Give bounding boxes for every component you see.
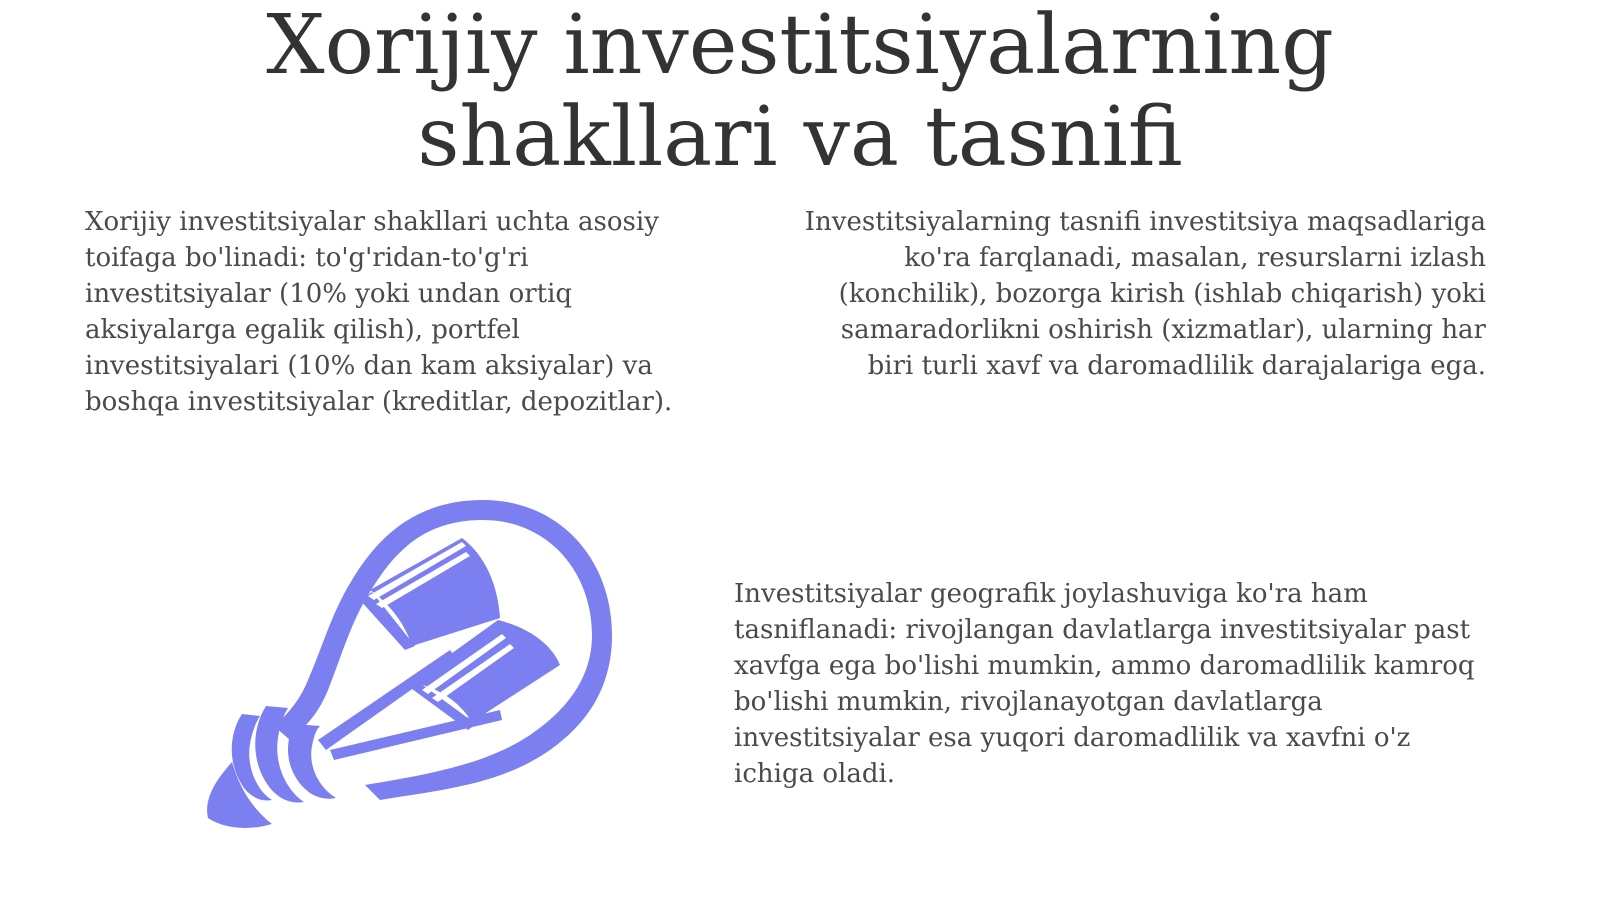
title-line-1: Xorijiy investitsiyalarning	[266, 0, 1334, 93]
geography-paragraph: Investitsiyalar geografik joylashuviga ko'ra ham tasniflanadi: rivojlangan davlatlarga investitsiyalar past xavfga ega bo'lishi mumkin, ammo daromadlilik kamroq bo'lishi mumkin, rivojlanayotgan davlatlarga investitsiyalar esa yuqori daromadlilik va xavfni o'z ichiga oladi.	[734, 579, 1475, 789]
forms-paragraph: Xorijiy investitsiyalar shakllari uchta asosiy toifaga bo'linadi: to'g'ridan-to'g'ri investitsiyalar (10% yoki undan ortiq aksiyalarga egalik qilish), portfel investitsiyalari (10% dan kam aksiyalar) va boshqa investitsiyalar (kreditlar, depozitlar).	[85, 207, 673, 417]
lightbulb-book-icon	[200, 500, 630, 860]
title-line-2: shakllari va tasnifi	[417, 90, 1183, 185]
page-title	[0, 0, 1600, 184]
classification-paragraph: Investitsiyalarning tasnifi investitsiya maqsadlariga ko'ra farqlanadi, masalan, resurslarni izlash (konchilik), bozorga kirish (ishlab chiqarish) yoki samaradorlikni oshirish (xizmatlar), ularning har biri turli xavf va daromadlilik darajalariga ega.	[804, 207, 1486, 381]
